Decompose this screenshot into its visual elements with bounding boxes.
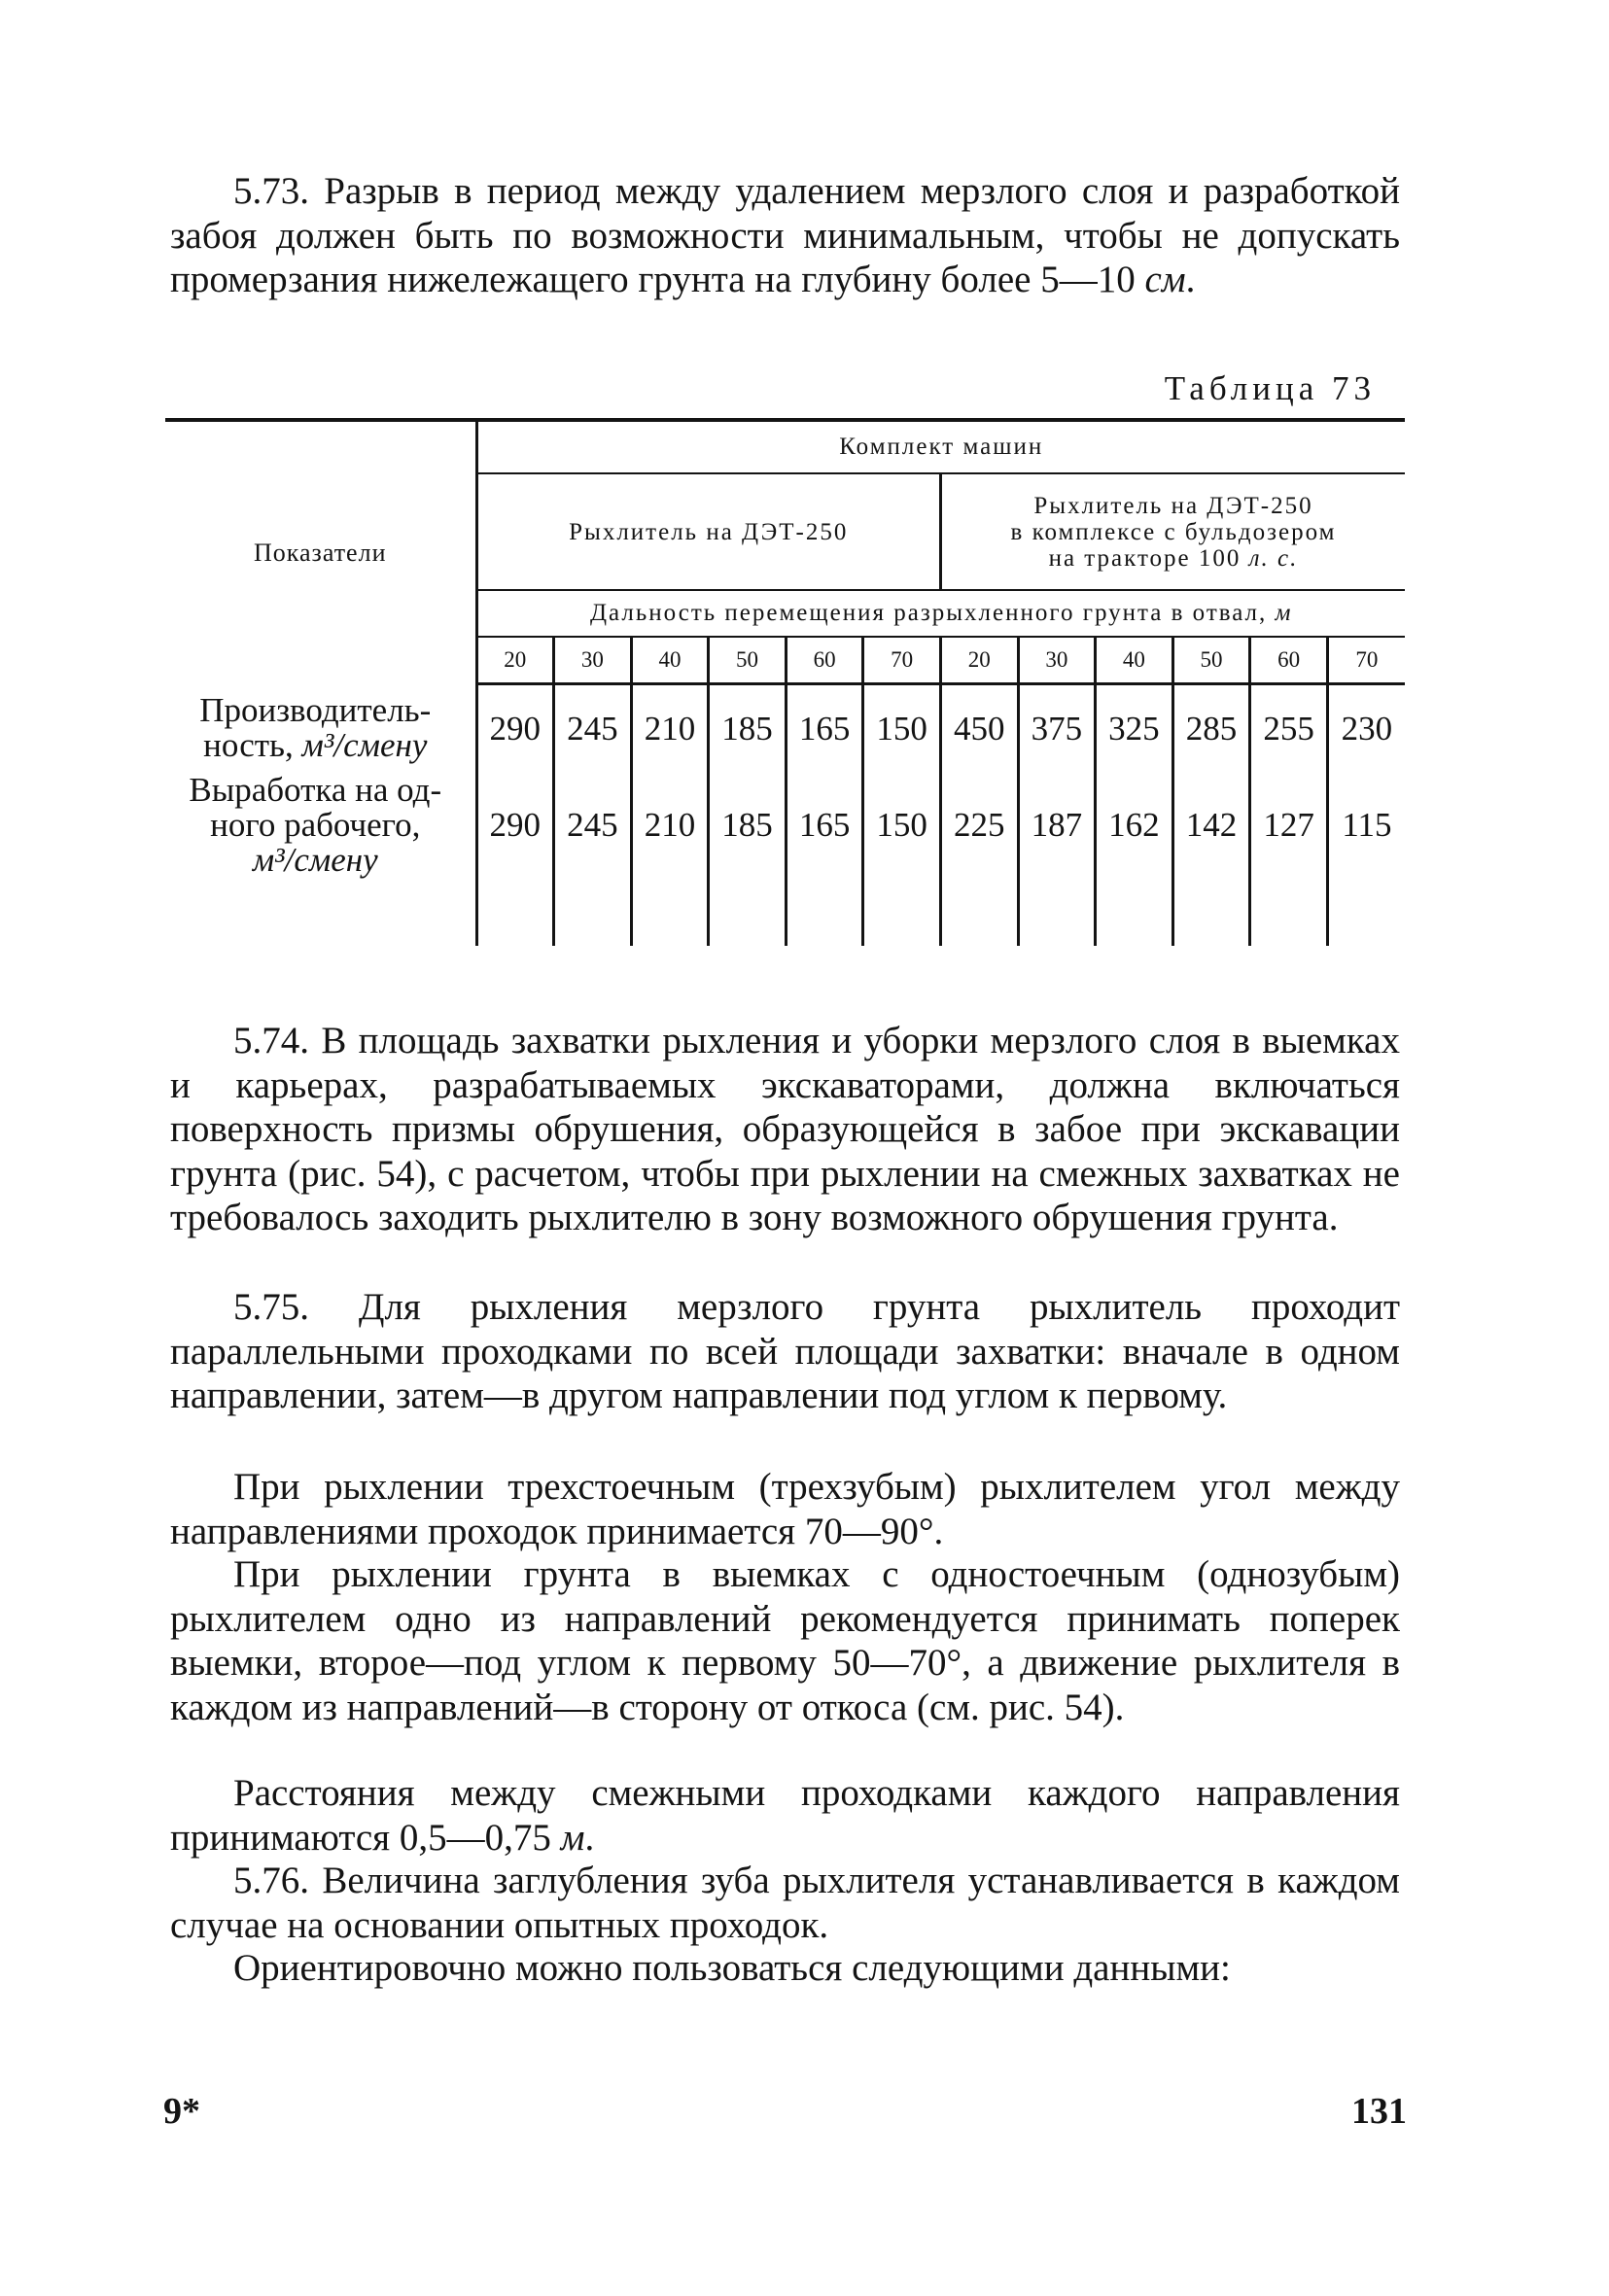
group2-header-line1: Рыхлитель на ДЭТ-250: [1033, 492, 1313, 519]
table-filler-cell: [709, 878, 787, 946]
row-label-line1: Производитель-: [199, 691, 432, 730]
table-row: [165, 773, 1405, 878]
distance-col-header: 40: [1096, 637, 1173, 684]
distance-col-header: 60: [786, 637, 863, 684]
distance-header: [476, 590, 1405, 637]
table-filler-cell: [1018, 878, 1096, 946]
table-cell: 162: [1096, 773, 1173, 878]
distance-col-header: 30: [554, 637, 632, 684]
table-cell: 375: [1018, 684, 1096, 774]
paragraph-end: .: [1185, 259, 1196, 300]
row-label-line2-text: ность,: [203, 726, 294, 765]
signature-mark: 9*: [163, 2091, 200, 2132]
paragraph-end: .: [584, 1816, 595, 1859]
table-73: [165, 418, 1405, 948]
table-filler-cell: [1327, 878, 1405, 946]
row-label-unit: м³/смену: [301, 726, 428, 765]
table-cell: 245: [554, 684, 632, 774]
group2-header-unit: л. с.: [1248, 544, 1299, 572]
row-label-unit: м³/смену: [252, 841, 378, 879]
paragraph-5-74: 5.74. В площадь захватки рыхления и уборки мерзлого слоя в выемках и карьерах, разрабатываемых экскаваторами, должна включаться поверхность призмы обрушения, образующейся в забое при экскавации грунта (рис. 54), с расчетом, чтобы при рыхлении на смежных захватках не требовалось заходить рыхлителю в зону возможного обрушения грунта.: [170, 1020, 1400, 1238]
table-cell: 290: [476, 773, 554, 878]
table-cell: 285: [1172, 684, 1250, 774]
distance-col-header: 30: [1018, 637, 1096, 684]
paragraph-5-76-data: Ориентировочно можно пользоваться следующими данными:: [233, 1947, 1231, 1989]
table-cell: 187: [1018, 773, 1096, 878]
distance-unit: м: [1275, 600, 1293, 626]
group2-header-line3: на тракторе 100: [1048, 544, 1242, 572]
table-filler-cell: [786, 878, 863, 946]
table-cell: 255: [1250, 684, 1328, 774]
table-filler-cell: [554, 878, 632, 946]
table-cell: 210: [631, 684, 709, 774]
table-cell: 142: [1172, 773, 1250, 878]
table-cell: 150: [863, 684, 941, 774]
table-filler-row: [165, 878, 1405, 946]
table-cell: 165: [786, 684, 863, 774]
group2-header-line2: в комплексе с бульдозером: [1010, 518, 1337, 545]
unit-m: м: [560, 1816, 585, 1859]
group1-header: Рыхлитель на ДЭТ-250: [476, 473, 940, 590]
table-filler-cell: [631, 878, 709, 946]
distance-col-header: 40: [631, 637, 709, 684]
distance-col-header: 20: [940, 637, 1018, 684]
table-cell: 225: [940, 773, 1018, 878]
table-filler-cell: [940, 878, 1018, 946]
table-cell: 185: [709, 684, 787, 774]
unit-cm: см: [1144, 259, 1186, 300]
machine-set-header: Комплект машин: [476, 420, 1405, 473]
paragraph-5-75: 5.75. Для рыхления мерзлого грунта рыхлитель проходит параллельными проходками по всей площади захватки: вначале в одном направлении, затем—в другом направлении под углом к первому.: [170, 1286, 1400, 1416]
table-cell: 230: [1341, 710, 1393, 748]
row-label: [165, 773, 476, 878]
table-cell: 450: [940, 684, 1018, 774]
distance-col-header: 60: [1250, 637, 1328, 684]
distance-col-header: 70: [1327, 637, 1405, 684]
table-cell: 290: [476, 684, 554, 774]
distance-col-header: 70: [863, 637, 941, 684]
table-filler-cell: [165, 878, 476, 946]
row-label-line2: [165, 808, 466, 843]
row-label-line1: Выработка на од-: [189, 771, 442, 809]
table-filler-cell: [1096, 878, 1173, 946]
table-row: [165, 684, 1405, 774]
group2-header: [940, 473, 1405, 590]
distance-col-header: 20: [476, 637, 554, 684]
table-caption: Таблица 73: [1164, 369, 1376, 407]
row-label-line3: [165, 843, 466, 878]
table-cell: 115: [1342, 806, 1392, 844]
table-cell: 210: [631, 773, 709, 878]
table-cell: 150: [863, 773, 941, 878]
distance-header-text: Дальность перемещения разрыхленного грунта в отвал,: [589, 600, 1268, 626]
row-label-line2: [165, 728, 466, 763]
row-label: [165, 684, 476, 774]
table-cell: 245: [554, 773, 632, 878]
distance-col-header: 50: [709, 637, 787, 684]
paragraph-5-75-angle: При рыхлении трехстоечным (трехзубым) рыхлителем угол между направлениями проходок принимается 70—90°.: [170, 1466, 1400, 1552]
table-cell: 165: [786, 773, 863, 878]
paragraph-5-73: [170, 169, 1400, 302]
table-cell: 325: [1096, 684, 1173, 774]
table-filler-cell: [476, 878, 554, 946]
distance-col-header: 50: [1172, 637, 1250, 684]
data-table: [165, 418, 1405, 946]
paragraph-5-75-distance-text: Расстояния между смежными проходками каждого направления принимаются 0,5—0,75: [170, 1772, 1400, 1859]
paragraph-5-76: 5.76. Величина заглубления зуба рыхлителя устанавливается в каждом случае на основании опытных проходок.: [170, 1860, 1400, 1946]
paragraph-5-73-text: 5.73. Разрыв в период между удалением мерзлого слоя и разработкой забоя должен быть по возможности минимальным, чтобы не допускать промерзания нижележащего грунта на глубину более 5—10: [170, 170, 1400, 300]
table-filler-cell: [1250, 878, 1328, 946]
table-filler-cell: [863, 878, 941, 946]
indicators-header: Показатели: [165, 420, 476, 684]
table-cell: 185: [709, 773, 787, 878]
paragraph-5-75-single-tooth: При рыхлении грунта в выемках с одностоечным (однозубым) рыхлителем одно из направлений рекомендуется принимать поперек выемки, второе—под углом к первому 50—70°, а движение рыхлителя в каждом из направлений—в сторону от откоса (см. рис. 54).: [170, 1553, 1400, 1728]
table-cell: 127: [1250, 773, 1328, 878]
paragraph-5-75-distance: [170, 1771, 1400, 1860]
page-number: 131: [1351, 2091, 1407, 2132]
row-label-line2-text: ного рабочего,: [210, 806, 421, 844]
table-filler-cell: [1172, 878, 1250, 946]
